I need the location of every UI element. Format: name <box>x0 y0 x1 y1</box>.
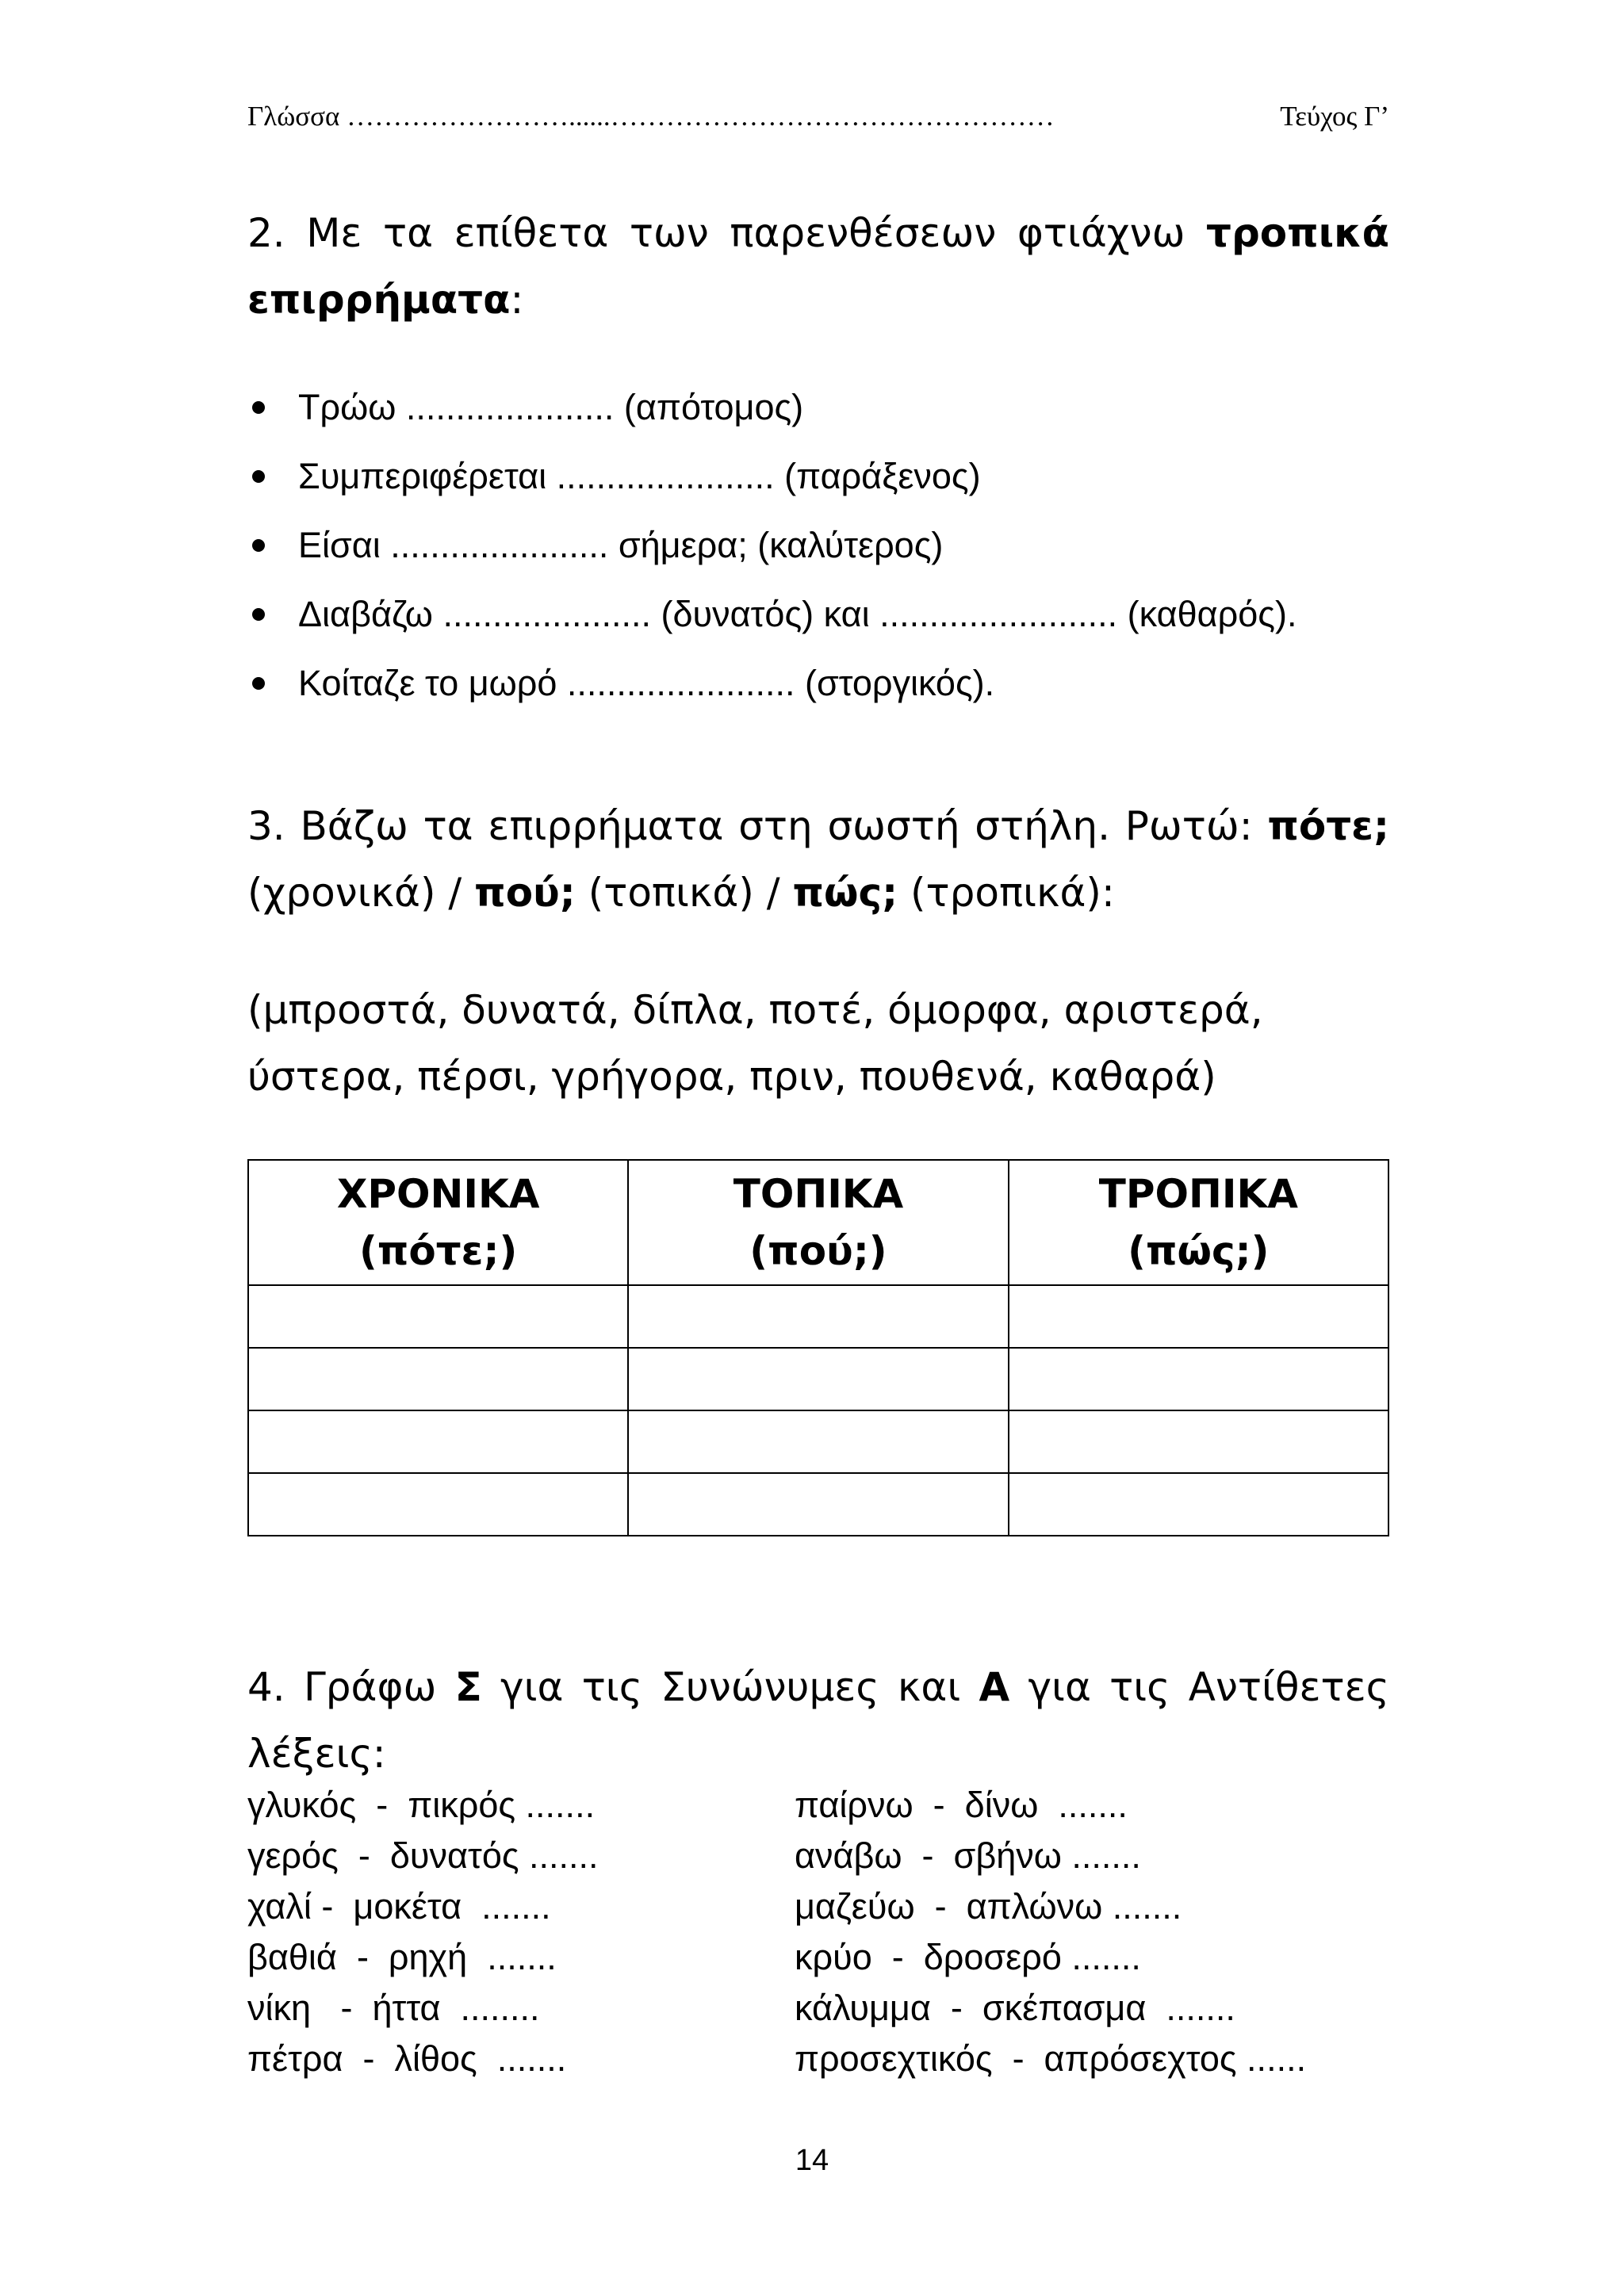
table-cell <box>248 1285 628 1348</box>
list-item: νίκη - ήττα ........ <box>247 1988 540 2028</box>
column-header-time: ΧΡΟΝΙΚΑ (πότε;) <box>248 1160 628 1285</box>
table-cell <box>1009 1348 1388 1410</box>
table-cell <box>1009 1473 1388 1536</box>
bullet-icon <box>252 677 265 690</box>
list-item: γερός - δυνατός ....... <box>247 1835 599 1876</box>
table-cell <box>1009 1410 1388 1473</box>
list-item: γλυκός - πικρός ....... <box>247 1785 596 1825</box>
list-item: χαλί - μοκέτα ....... <box>247 1886 551 1927</box>
exercise-3-word-list: (μπροστά, δυνατά, δίπλα, ποτέ, όμορφα, αριστερά, ύστερα, πέρσι, γρήγορα, πριν, πουθενά, καθαρά) <box>247 987 1263 1100</box>
table-cell <box>248 1410 628 1473</box>
list-item: ανάβω - σβήνω ....... <box>795 1835 1141 1876</box>
list-item: μαζεύω - απλώνω ....... <box>795 1886 1182 1927</box>
page-number: 14 <box>795 2144 829 2177</box>
table-cell <box>1009 1285 1388 1348</box>
table-cell <box>628 1410 1008 1473</box>
bullet-icon <box>252 539 265 552</box>
bullet-icon <box>252 401 265 414</box>
list-item: Διαβάζω ..................... (δυνατός) και ........................ (καθαρός). <box>247 583 1405 652</box>
header-issue: Τεύχος Γ’ <box>1280 101 1389 132</box>
table-row <box>248 1348 1388 1410</box>
table-row <box>248 1473 1388 1536</box>
header-subject: Γλώσσα ……………………......………………………………………… <box>247 101 1055 132</box>
table-cell <box>628 1285 1008 1348</box>
exercise-2-list <box>247 376 1405 721</box>
list-item: πέτρα - λίθος ....... <box>247 2038 567 2079</box>
column-header-manner: ΤΡΟΠΙΚΑ (πώς;) <box>1009 1160 1388 1285</box>
word-pairs-right <box>795 1780 1306 2084</box>
table-row <box>248 1285 1388 1348</box>
list-item: Συμπεριφέρεται ...................... (παράξενος) <box>247 445 1405 514</box>
list-item: Είσαι ...................... σήμερα; (καλύτερος) <box>247 514 1405 583</box>
list-item: Κοίταζε το μωρό ....................... (στοργικός). <box>247 652 1405 721</box>
table-cell <box>248 1473 628 1536</box>
exercise-2-title: 2. Με τα επίθετα των παρενθέσεων φτιάχνω τροπικά επιρρήματα: <box>247 210 1389 323</box>
list-item: κρύο - δροσερό ....... <box>795 1937 1141 1977</box>
column-header-place: ΤΟΠΙΚΑ (πού;) <box>628 1160 1008 1285</box>
table-cell <box>628 1473 1008 1536</box>
list-item: βαθιά - ρηχή ....... <box>247 1937 557 1977</box>
word-pairs-left <box>247 1780 599 2084</box>
list-item: προσεχτικός - απρόσεχτος ...... <box>795 2038 1307 2079</box>
table-cell <box>248 1348 628 1410</box>
exercise-4-title: 4. Γράφω Σ για τις Συνώνυμες και Α για τις Αντίθετες λέξεις: <box>247 1664 1390 1777</box>
bullet-icon <box>252 470 265 483</box>
table-row <box>248 1410 1388 1473</box>
adverb-columns-table <box>247 1159 1389 1536</box>
list-item: Τρώω ..................... (απότομος) <box>247 376 1405 445</box>
table-header-row <box>248 1160 1388 1285</box>
list-item: κάλυμμα - σκέπασμα ....... <box>795 1988 1235 2028</box>
list-item: παίρνω - δίνω ....... <box>795 1785 1128 1825</box>
exercise-3-title: 3. Βάζω τα επιρρήματα στη σωστή στήλη. Ρωτώ: πότε; (χρονικά) / πού; (τοπικά) / πώς; (τροπικά): <box>247 803 1389 916</box>
bullet-icon <box>252 608 265 621</box>
table-cell <box>628 1348 1008 1410</box>
